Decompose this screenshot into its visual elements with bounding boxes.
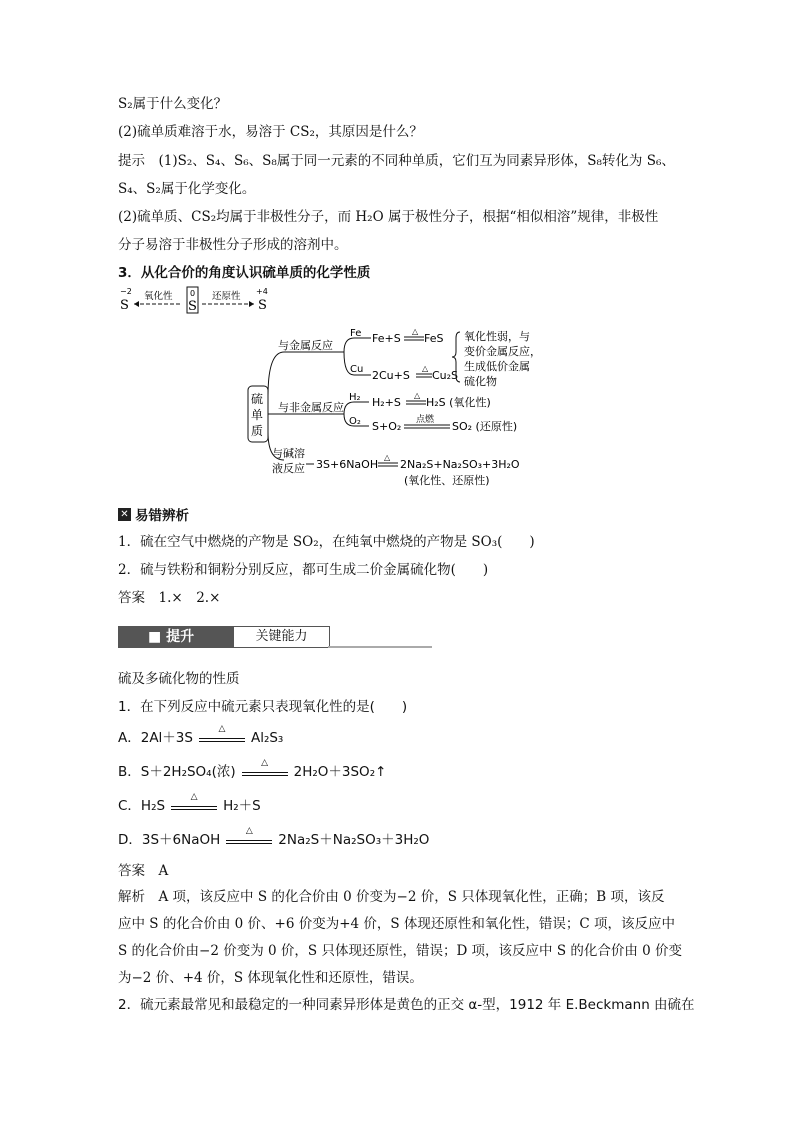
hint-line: S₄、S₂属于化学变化。	[118, 181, 256, 197]
oxidation-label: 氧化性	[144, 291, 173, 302]
error-analysis-header	[118, 504, 189, 524]
cross-icon: ✕	[118, 508, 131, 521]
text-line: (2)硫单质难溶于水，易溶于 CS₂，其原因是什么？	[118, 124, 423, 140]
metal-note: 生成低价金属	[464, 360, 530, 373]
naoh-equation: 3S+6NaOH	[316, 458, 379, 471]
error-question: 2．硫与铁粉和铜粉分别反应，都可生成二价金属硫化物( )	[118, 562, 489, 578]
o2-condition: 点燃	[416, 415, 435, 425]
section-banner	[118, 626, 432, 648]
banner-promote: ■ 提升	[118, 626, 233, 648]
h2-product: H₂S (氧化性)	[426, 396, 491, 409]
valence-diagram	[118, 286, 418, 316]
branch-alkali: 液反应	[272, 462, 305, 475]
fe-product: FeS	[424, 332, 444, 345]
naoh-product: 2Na₂S+Na₂SO₃+3H₂O	[400, 458, 520, 471]
text-line: S₂属于什么变化？	[118, 96, 228, 112]
triangle-icon: △	[261, 758, 269, 768]
banner-divider	[328, 646, 432, 648]
valence-right: S	[258, 298, 267, 313]
sulfur-reaction-diagram	[244, 326, 564, 491]
triangle-icon: △	[190, 792, 198, 802]
branch-alkali: 与碱溶	[272, 447, 305, 460]
h2-label: H₂	[349, 392, 361, 403]
option-a: A．2Al＋3S △ Al₂S₃	[118, 724, 284, 746]
cu-label: Cu	[350, 364, 364, 375]
topic-title: 硫及多硫化物的性质	[118, 671, 240, 687]
triangle-icon: △	[414, 391, 421, 400]
o2-product: SO₂ (还原性)	[452, 420, 518, 433]
error-analysis-title: 易错辨析	[135, 508, 189, 524]
branch-metal: 与金属反应	[278, 339, 333, 352]
cu-product: Cu₂S	[432, 369, 459, 382]
o2-equation: S+O₂	[372, 420, 402, 433]
hint-line: 提示 (1)S₂、S₄、S₆、S₈属于同一元素的不同种单质，它们互为同素异形体，S₈转化为 S₆、	[118, 153, 675, 169]
hint-line: 分子易溶于非极性分子形成的溶剂中。	[118, 237, 348, 253]
triangle-icon: △	[422, 364, 429, 373]
triangle-icon: △	[384, 453, 391, 462]
h2-equation: H₂+S	[372, 396, 401, 409]
answer: 答案 A	[118, 863, 169, 879]
explanation-line: 解析 A 项，该反应中 S 的化合价由 0 价变为−2 价，S 只体现氧化性，正确；B 项，该反	[118, 889, 665, 905]
section-title: 3．从化合价的角度认识硫单质的化学性质	[118, 265, 371, 281]
error-answer: 答案 1.× 2.×	[118, 590, 221, 606]
valence-mid: S	[188, 299, 197, 314]
question: 2．硫元素最常见和最稳定的一种同素异形体是黄色的正交 α-型，1912 年 E.Beckmann 由硫在	[118, 997, 695, 1013]
root-char: 硫	[251, 392, 264, 406]
option-b: B．S＋2H₂SO₄(浓) △ 2H₂O＋3SO₂↑	[118, 758, 387, 780]
triangle-icon: △	[218, 724, 226, 734]
explanation-line: 应中 S 的化合价由 0 价、+6 价变为+4 价，S 体现还原性和氧化性，错误；C 项，该反应中	[118, 916, 676, 932]
valence-right-sup: +4	[256, 287, 268, 296]
metal-note: 硫化物	[464, 375, 497, 388]
question: 1．在下列反应中硫元素只表现氧化性的是( )	[118, 699, 408, 715]
explanation-line: S 的化合价由−2 价变为 0 价，S 只体现还原性，错误；D 项，该反应中 S 的化合价由 0 价变	[118, 943, 683, 959]
triangle-icon: △	[412, 327, 419, 336]
naoh-note: (氧化性、还原性)	[404, 474, 490, 487]
branch-nonmetal: 与非金属反应	[278, 401, 344, 414]
error-question: 1．硫在空气中燃烧的产物是 SO₂，在纯氧中燃烧的产物是 SO₃( )	[118, 534, 535, 550]
root-char: 质	[251, 424, 264, 438]
triangle-icon: △	[245, 826, 253, 836]
metal-note: 变价金属反应，	[464, 345, 541, 358]
fe-equation: Fe+S	[372, 332, 401, 345]
valence-left: S	[120, 298, 129, 313]
option-c: C．H₂S △ H₂＋S	[118, 792, 261, 814]
o2-label: O₂	[349, 416, 361, 427]
hint-line: (2)硫单质、CS₂均属于非极性分子，而 H₂O 属于极性分子，根据“相似相溶”规律，非极性	[118, 209, 659, 225]
banner-key-ability: 关键能力	[233, 626, 330, 648]
valence-left-sup: −2	[120, 287, 132, 296]
cu-equation: 2Cu+S	[372, 369, 410, 382]
fe-label: Fe	[350, 328, 362, 339]
reduction-label: 还原性	[212, 291, 241, 302]
option-d: D．3S＋6NaOH △ 2Na₂S＋Na₂SO₃＋3H₂O	[118, 826, 430, 848]
valence-mid-sup: 0	[190, 289, 196, 298]
root-char: 单	[251, 408, 264, 422]
metal-note: 氧化性弱，与	[464, 330, 530, 343]
explanation-line: 为−2 价、+4 价，S 体现氧化性和还原性，错误。	[118, 970, 423, 986]
